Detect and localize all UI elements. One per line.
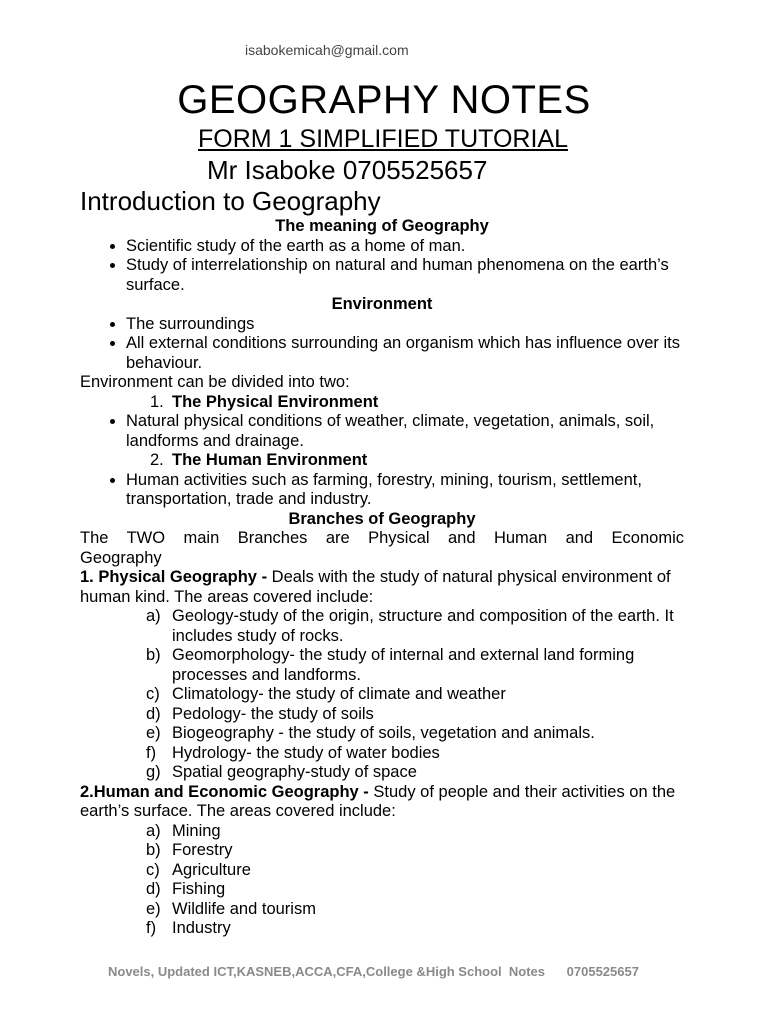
list-item xyxy=(80,763,684,783)
list-number: 2. xyxy=(150,451,164,469)
list-marker: d) xyxy=(146,880,161,898)
list-item-text: Wildlife and tourism xyxy=(172,899,316,918)
list-item: • Natural physical conditions of weather, climate, vegetation, animals, soil, landforms and drainage. xyxy=(126,412,684,451)
list-marker: f) xyxy=(146,743,157,762)
section-heading-introduction: Introduction to Geography xyxy=(80,186,381,216)
meaning-list xyxy=(80,237,684,296)
heading-environment: Environment xyxy=(331,295,433,313)
page-title: GEOGRAPHY NOTES xyxy=(177,78,591,122)
human-geography-list xyxy=(80,822,684,939)
physical-environment-heading xyxy=(80,393,684,413)
list-item: • Human activities such as farming, forestry, mining, tourism, settlement, transportation, trade and industry. xyxy=(126,471,684,510)
list-item: • All external conditions surrounding an organism which has influence over its behaviour. xyxy=(126,334,684,373)
list-item-text: Industry xyxy=(172,919,231,937)
list-item-text: Geology-study of the origin, structure and composition of the earth. It includes study of rocks. xyxy=(172,607,674,645)
list-item xyxy=(80,705,684,725)
human-environment-list xyxy=(80,471,684,510)
list-item xyxy=(80,841,684,861)
list-item: • Scientific study of the earth as a home of man. xyxy=(126,237,684,257)
physical-geography-label: 1. Physical Geography - xyxy=(80,568,268,586)
list-item xyxy=(80,646,684,685)
list-number: 1. xyxy=(150,392,164,411)
list-item-text: Fishing xyxy=(172,880,226,898)
environment-divided-text: Environment can be divided into two: xyxy=(80,373,350,391)
page-footer: Novels, Updated ICT,KASNEB,ACCA,CFA,College &High School Notes 0705525657 xyxy=(108,964,639,979)
list-item xyxy=(80,822,684,842)
list-item xyxy=(80,724,684,744)
list-marker: e) xyxy=(146,899,161,918)
list-item-text: Spatial geography-study of space xyxy=(172,763,417,781)
physical-geography-text: Deals with the study of natural physical environment of human kind. The areas covered include: xyxy=(80,568,671,606)
list-marker: g) xyxy=(146,763,161,781)
list-item: • Study of interrelationship on natural and human phenomena on the earth’s surface. xyxy=(126,256,684,295)
list-item-text: Mining xyxy=(172,821,221,840)
list-item xyxy=(80,919,684,939)
list-item xyxy=(80,880,684,900)
list-marker: c) xyxy=(146,860,160,879)
list-marker: d) xyxy=(146,704,161,723)
list-item xyxy=(80,685,684,705)
list-item xyxy=(80,900,684,920)
branches-intro-line: Geography xyxy=(80,548,162,567)
list-item-text: Pedology- the study of soils xyxy=(172,704,374,723)
list-item xyxy=(80,607,684,646)
list-item xyxy=(80,744,684,764)
list-item-text: Climatology- the study of climate and weather xyxy=(172,685,506,703)
environment-list xyxy=(80,315,684,374)
list-marker: b) xyxy=(146,841,161,859)
list-marker: a) xyxy=(146,607,161,625)
list-item-text: Forestry xyxy=(172,841,233,859)
physical-environment-label: The Physical Environment xyxy=(172,392,379,411)
branches-intro-line: The TWO main Branches are Physical and Human and Economic xyxy=(80,529,684,547)
list-item xyxy=(80,861,684,881)
list-marker: c) xyxy=(146,685,160,703)
heading-meaning: The meaning of Geography xyxy=(275,217,489,235)
human-environment-heading xyxy=(80,451,684,471)
list-item-text: Geomorphology- the study of internal and external land forming processes and landforms. xyxy=(172,646,635,684)
human-geography-paragraph xyxy=(80,783,684,822)
list-marker: f) xyxy=(146,919,157,937)
list-marker: e) xyxy=(146,724,161,742)
physical-geography-paragraph xyxy=(80,568,684,607)
human-geography-text: Study of people and their activities on the earth’s surface. The areas covered include: xyxy=(80,782,676,820)
list-item-text: Agriculture xyxy=(172,860,251,879)
list-item: • The surroundings xyxy=(126,315,684,335)
list-item-text: Biogeography - the study of soils, vegetation and animals. xyxy=(172,724,595,742)
human-environment-label: The Human Environment xyxy=(172,451,368,469)
page-subtitle: FORM 1 SIMPLIFIED TUTORIAL xyxy=(198,125,568,153)
physical-environment-list xyxy=(80,412,684,451)
heading-branches: Branches of Geography xyxy=(288,509,476,528)
email-address: isabokemicah@gmail.com xyxy=(245,42,409,58)
list-marker: a) xyxy=(146,821,161,840)
author-line: Mr Isaboke 0705525657 xyxy=(207,155,488,185)
list-item-text: Hydrology- the study of water bodies xyxy=(172,743,440,762)
physical-geography-list xyxy=(80,607,684,783)
document-body xyxy=(80,185,684,939)
list-marker: b) xyxy=(146,646,161,664)
human-geography-label: 2.Human and Economic Geography - xyxy=(80,782,369,801)
